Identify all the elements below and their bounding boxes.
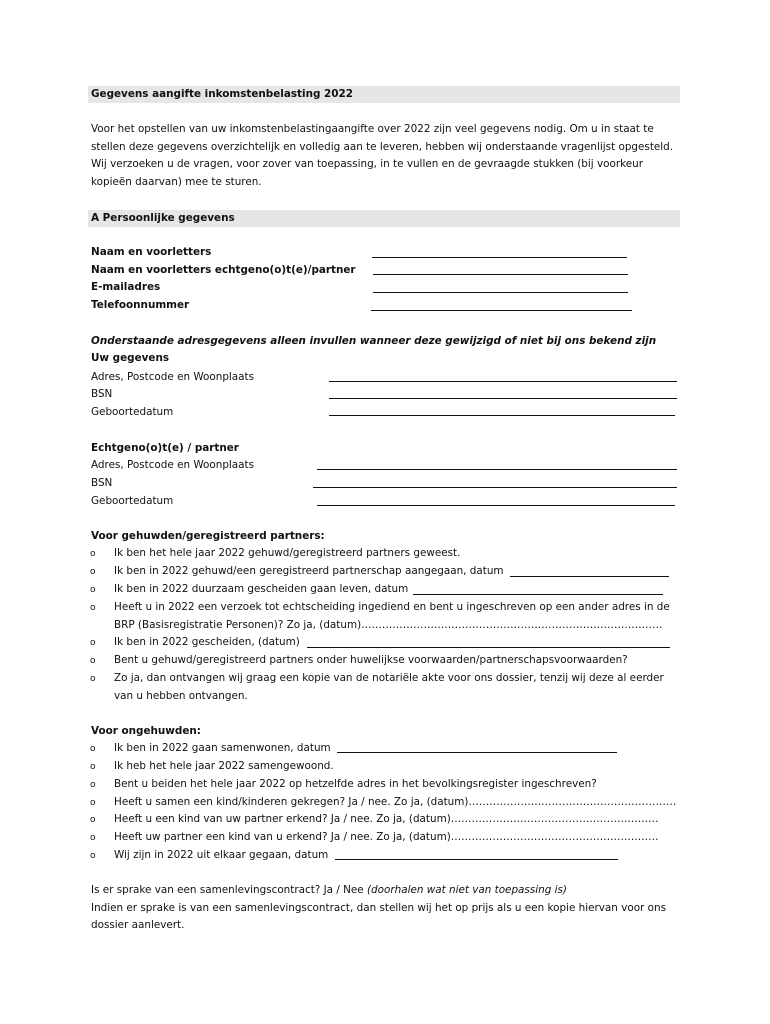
bullet-icon: o xyxy=(90,815,96,825)
document-title: Gegevens aangifte inkomstenbelasting 2022 xyxy=(91,88,353,100)
intro-line: kopieën daarvan) mee te sturen. xyxy=(91,176,262,188)
intro-line: Wij verzoeken u de vragen, voor zover van toepassing, in te vullen en de gevraagde stukken (bij voorkeur xyxy=(91,158,643,170)
own-birthdate-input-line[interactable] xyxy=(329,415,675,416)
own-bsn-input-line[interactable] xyxy=(329,398,677,399)
married-item: Heeft u in 2022 een verzoek tot echtscheiding ingediend en bent u ingeschreven op een ander adres in de xyxy=(114,601,670,613)
unmarried-item: Heeft u samen een kind/kinderen gekregen? Ja / nee. Zo ja, (datum)…………………………………………………… xyxy=(114,796,677,808)
cohabit-date-input-line[interactable] xyxy=(337,752,617,753)
bullet-icon: o xyxy=(90,549,96,559)
married-item: Ik ben in 2022 gehuwd/een geregistreerd partnerschap aangegaan, datum xyxy=(114,565,504,577)
married-item: Ik ben het hele jaar 2022 gehuwd/geregistreerd partners geweest. xyxy=(114,547,461,559)
own-bsn-label: BSN xyxy=(91,388,113,400)
unmarried-item: Heeft uw partner een kind van u erkend? Ja / nee. Zo ja, (datum)…………………………………………………… xyxy=(114,831,659,843)
married-item: Ik ben in 2022 gescheiden, (datum) xyxy=(114,636,300,648)
partner-bsn-label: BSN xyxy=(91,477,113,489)
name-input-line[interactable] xyxy=(372,257,627,258)
partner-name-input-line[interactable] xyxy=(373,274,628,275)
own-address-label: Adres, Postcode en Woonplaats xyxy=(91,371,255,383)
partner-birthdate-label: Geboortedatum xyxy=(91,495,174,507)
intro-line: Voor het opstellen van uw inkomstenbelastingaangifte over 2022 zijn veel gegevens nodig. Om u in staat te xyxy=(91,123,654,135)
married-item-continued: BRP (Basisregistratie Personen)? Zo ja, (datum)…………………………………………………………………………… xyxy=(114,619,663,631)
breakup-date-input-line[interactable] xyxy=(335,859,618,860)
closing-line: dossier aanlevert. xyxy=(91,919,185,931)
married-title: Voor gehuwden/geregistreerd partners: xyxy=(91,530,325,542)
field-label-phone: Telefoonnummer xyxy=(91,299,190,311)
partner-birthdate-input-line[interactable] xyxy=(317,505,675,506)
bullet-icon: o xyxy=(90,603,96,613)
bullet-icon: o xyxy=(90,585,96,595)
married-item-continued: van u hebben ontvangen. xyxy=(114,690,248,702)
bullet-icon: o xyxy=(90,780,96,790)
unmarried-item: Heeft u een kind van uw partner erkend? Ja / nee. Zo ja, (datum)…………………………………………………… xyxy=(114,813,659,825)
phone-input-line[interactable] xyxy=(371,310,632,311)
field-label-partner-name: Naam en voorletters echtgeno(o)t(e)/partner xyxy=(91,264,356,276)
unmarried-item: Ik ben in 2022 gaan samenwonen, datum xyxy=(114,742,331,754)
partner-address-label: Adres, Postcode en Woonplaats xyxy=(91,459,255,471)
section-a-band xyxy=(88,210,680,227)
bullet-icon: o xyxy=(90,798,96,808)
divorce-date-input-line[interactable] xyxy=(307,647,670,648)
bullet-icon: o xyxy=(90,656,96,666)
married-item: Ik ben in 2022 duurzaam gescheiden gaan leven, datum xyxy=(114,583,409,595)
married-item: Zo ja, dan ontvangen wij graag een kopie van de notariële akte voor ons dossier, tenzij wij deze al eerder xyxy=(114,672,664,684)
cohabitation-contract-hint: (doorhalen wat niet van toepassing is) xyxy=(366,884,567,896)
bullet-icon: o xyxy=(90,638,96,648)
own-data-title: Uw gegevens xyxy=(91,352,170,364)
bullet-icon: o xyxy=(90,567,96,577)
unmarried-item: Ik heb het hele jaar 2022 samengewoond. xyxy=(114,760,334,772)
bullet-icon: o xyxy=(90,674,96,684)
cohabitation-contract-question xyxy=(91,883,567,897)
unmarried-item: Wij zijn in 2022 uit elkaar gegaan, datum xyxy=(114,849,329,861)
married-date-input-line[interactable] xyxy=(510,576,669,577)
married-item: Bent u gehuwd/geregistreerd partners onder huwelijkse voorwaarden/partnerschapsvoorwaarden? xyxy=(114,654,628,666)
bullet-icon: o xyxy=(90,762,96,772)
address-note: Onderstaande adresgegevens alleen invullen wanneer deze gewijzigd of niet bij ons bekend zijn xyxy=(91,335,657,347)
separation-date-input-line[interactable] xyxy=(413,594,663,595)
unmarried-item: Bent u beiden het hele jaar 2022 op hetzelfde adres in het bevolkingsregister ingeschreven? xyxy=(114,778,597,790)
field-label-email: E-mailadres xyxy=(91,281,161,293)
own-address-input-line[interactable] xyxy=(329,381,677,382)
email-input-line[interactable] xyxy=(373,292,628,293)
partner-address-input-line[interactable] xyxy=(317,469,677,470)
unmarried-title: Voor ongehuwden: xyxy=(91,725,201,737)
closing-line: Indien er sprake is van een samenlevingscontract, dan stellen wij het op prijs als u een kopie hiervan voor ons xyxy=(91,902,666,914)
intro-line: stellen deze gegevens overzichtelijk en volledig aan te leveren, hebben wij onderstaande vragenlijst opgesteld. xyxy=(91,141,674,153)
own-birthdate-label: Geboortedatum xyxy=(91,406,174,418)
cohabitation-contract-text: Is er sprake van een samenlevingscontract? Ja / Nee xyxy=(91,884,367,896)
bullet-icon: o xyxy=(90,851,96,861)
section-a-title: A Persoonlijke gegevens xyxy=(91,212,235,224)
partner-data-title: Echtgeno(o)t(e) / partner xyxy=(91,442,239,454)
bullet-icon: o xyxy=(90,833,96,843)
field-label-name: Naam en voorletters xyxy=(91,246,212,258)
partner-bsn-input-line[interactable] xyxy=(313,487,677,488)
bullet-icon: o xyxy=(90,744,96,754)
title-band xyxy=(88,86,680,103)
